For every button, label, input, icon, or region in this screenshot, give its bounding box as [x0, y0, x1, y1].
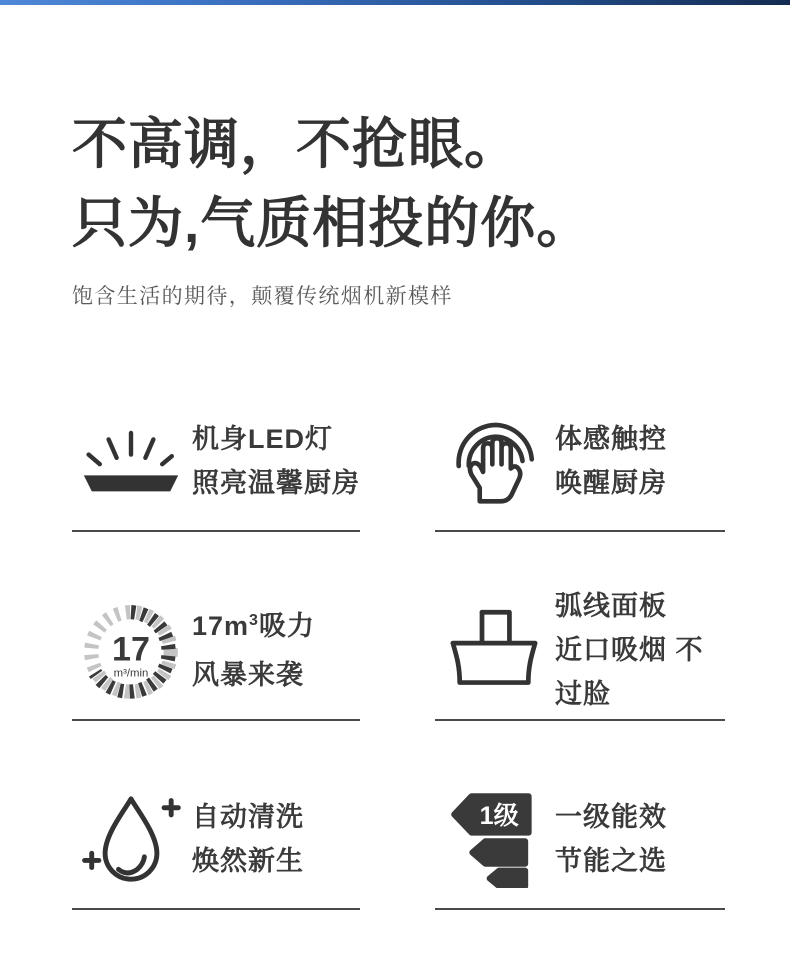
page-subtitle: 饱含生活的期待，颠覆传统烟机新模样 [72, 285, 453, 309]
feature-text [190, 795, 304, 883]
feature-line2: 唤醒厨房 [555, 468, 667, 499]
gauge-value: 17 [112, 630, 150, 669]
feature-cell-auto-clean [72, 770, 360, 910]
suction-value-text: 17m [192, 610, 250, 641]
suction-label-text: 吸力 [258, 610, 315, 641]
energy-label-icon [435, 791, 553, 888]
feature-line2: 近口吸烟 不过脸 [555, 635, 704, 710]
page-title [72, 105, 730, 262]
feature-cell-led-light [72, 392, 360, 532]
gauge-unit: m³/min [113, 667, 149, 680]
feature-grid [72, 392, 725, 910]
suction-superscript: 3 [249, 611, 259, 629]
energy-label-icon-svg [449, 791, 539, 888]
feature-line2: 照亮温馨厨房 [192, 468, 360, 499]
feature-line2: 风暴来袭 [192, 659, 304, 690]
feature-line2: 节能之选 [555, 846, 667, 877]
feature-cell-energy-rating [435, 770, 725, 910]
hero-section [0, 5, 790, 310]
auto-clean-drop-icon [72, 789, 190, 889]
gesture-touch-icon-svg [447, 414, 541, 508]
gesture-touch-icon [435, 414, 553, 508]
feature-line1: 自动清洗 [192, 802, 304, 833]
led-light-icon-svg [79, 424, 183, 498]
range-hood-icon-svg [446, 607, 542, 693]
feature-line1 [192, 604, 315, 653]
feature-line1: 机身LED灯 [192, 424, 333, 455]
title-line-2: 只为,气质相投的你。 [72, 191, 593, 254]
feature-cell-suction-power [72, 581, 360, 721]
feature-cell-curved-panel [435, 581, 725, 721]
energy-badge-text: 1级 [479, 801, 519, 830]
led-light-icon [72, 424, 190, 498]
suction-gauge-icon-svg [78, 597, 184, 703]
feature-text [553, 417, 667, 505]
feature-text [190, 417, 360, 505]
feature-text [553, 795, 667, 883]
feature-line2: 焕然新生 [192, 846, 304, 877]
feature-line1: 弧线面板 [555, 591, 667, 622]
feature-line1: 体感触控 [555, 424, 667, 455]
feature-text [553, 584, 725, 716]
suction-gauge-icon [72, 597, 190, 703]
range-hood-icon [435, 607, 553, 693]
feature-text [190, 604, 315, 697]
feature-cell-gesture-touch [435, 392, 725, 532]
feature-line1: 一级能效 [555, 802, 667, 833]
title-line-1: 不高调，不抢眼。 [72, 113, 521, 175]
auto-clean-drop-icon-svg [81, 789, 181, 889]
